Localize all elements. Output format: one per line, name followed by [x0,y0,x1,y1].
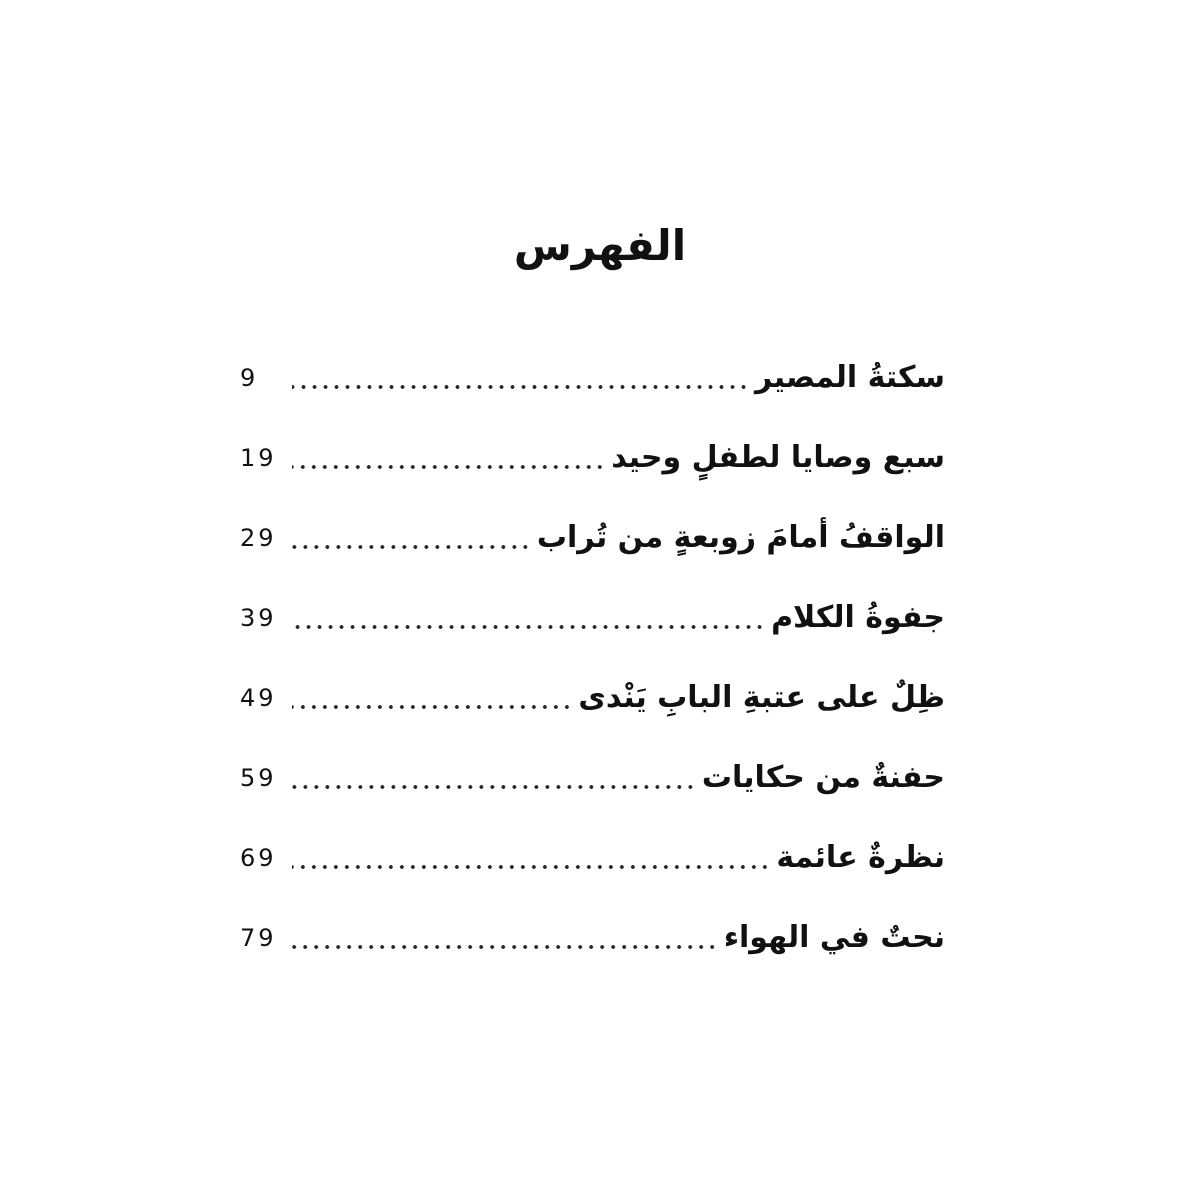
toc-entry-title: سبع وصايا لطفلٍ وحيد [611,440,945,475]
dot-leader [292,944,718,950]
toc-page-number: 59 [240,764,277,792]
dot-leader [292,864,770,870]
toc-entry [240,338,945,418]
toc-page-number: 49 [240,684,277,712]
table-of-contents [240,338,945,978]
dot-leader [292,784,696,790]
toc-page-number: 29 [240,524,277,552]
toc-entry [240,658,945,738]
dot-leader [292,544,531,550]
toc-page-number: 39 [240,604,277,632]
toc-entry [240,738,945,818]
toc-entry-title: حفنةٌ من حكايات [701,760,945,795]
toc-entry-title: الواقفُ أمامَ زوبعةٍ من تُراب [536,520,945,555]
toc-page-number: 79 [240,924,277,952]
toc-entry [240,498,945,578]
toc-entry-title: جفوةُ الكلام [771,600,945,635]
toc-entry [240,818,945,898]
toc-entry [240,418,945,498]
toc-entry-title: نظرةٌ عائمة [776,840,945,875]
dot-leader [292,384,749,390]
dot-leader [292,464,605,470]
toc-entry-title: نحتٌ في الهواء [723,920,945,955]
toc-entry-title: سكتةُ المصير [755,360,945,395]
toc-entry-title: ظِلٌ على عتبةِ البابِ يَنْدى [578,680,945,715]
toc-page-number: 19 [240,444,277,472]
toc-page-number: 69 [240,844,277,872]
toc-entry [240,578,945,658]
toc-page-number: 9 [240,364,259,392]
dot-leader [292,704,572,710]
toc-entry [240,898,945,978]
page-title: الفهرس [513,221,687,271]
dot-leader [292,624,765,630]
